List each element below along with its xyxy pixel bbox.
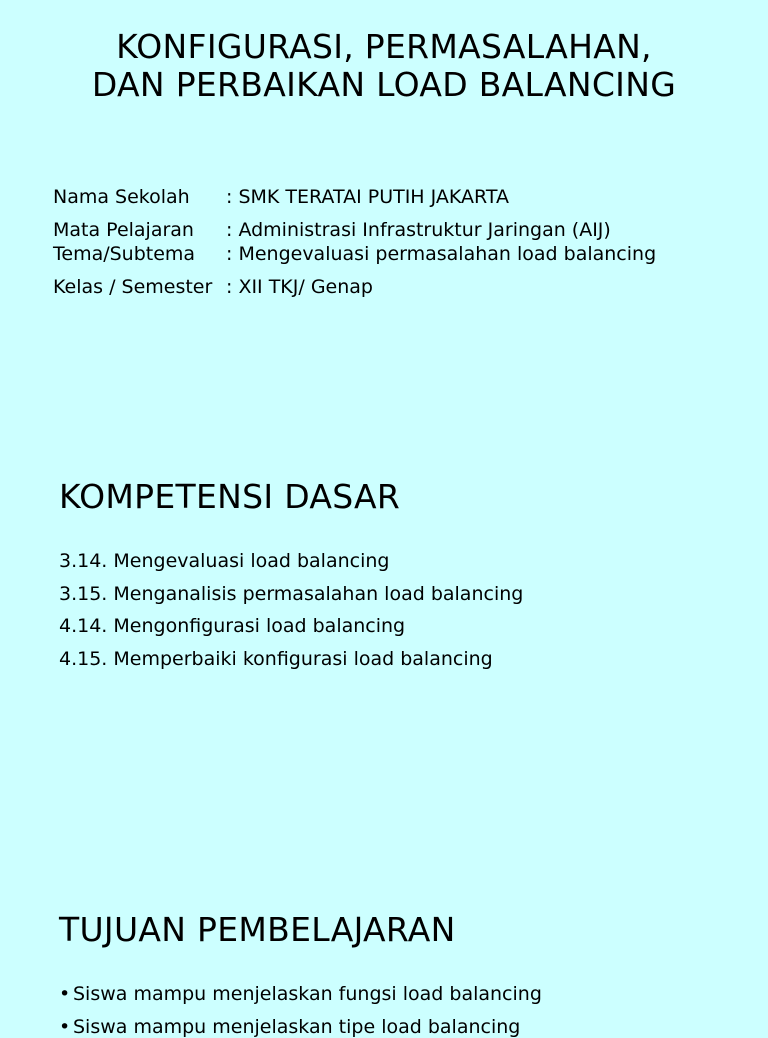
info-value: : Mengevaluasi permasalahan load balancing <box>226 243 657 265</box>
info-value: : Administrasi Infrastruktur Jaringan (AIJ) <box>226 219 611 241</box>
info-label: Nama Sekolah <box>53 186 190 208</box>
info-label: Tema/Subtema <box>53 243 196 265</box>
info-label: Kelas / Semester <box>53 276 213 298</box>
tujuan-item-text: Siswa mampu menjelaskan tipe load balancing <box>73 1016 521 1038</box>
kompetensi-item: 4.14. Mengonfigurasi load balancing <box>59 615 406 637</box>
kompetensi-heading: KOMPETENSI DASAR <box>59 477 401 516</box>
kompetensi-item: 3.14. Mengevaluasi load balancing <box>59 550 390 572</box>
bullet-icon: • <box>59 1016 71 1038</box>
info-value: : XII TKJ/ Genap <box>226 276 373 298</box>
tujuan-item-text: Siswa mampu menjelaskan fungsi load balancing <box>73 983 542 1005</box>
kompetensi-item: 4.15. Memperbaiki konfigurasi load balancing <box>59 648 493 670</box>
page-title-line-1: KONFIGURASI, PERMASALAHAN, <box>116 27 652 66</box>
info-label: Mata Pelajaran <box>53 219 194 241</box>
tujuan-heading: TUJUAN PEMBELAJARAN <box>59 910 456 949</box>
kompetensi-item: 3.15. Menganalisis permasalahan load balancing <box>59 583 524 605</box>
page-title-line-2: DAN PERBAIKAN LOAD BALANCING <box>91 65 677 104</box>
tujuan-item <box>59 1016 520 1038</box>
info-value: : SMK TERATAI PUTIH JAKARTA <box>226 186 509 208</box>
page-title <box>0 28 768 104</box>
tujuan-item <box>59 983 542 1005</box>
bullet-icon: • <box>59 983 71 1005</box>
